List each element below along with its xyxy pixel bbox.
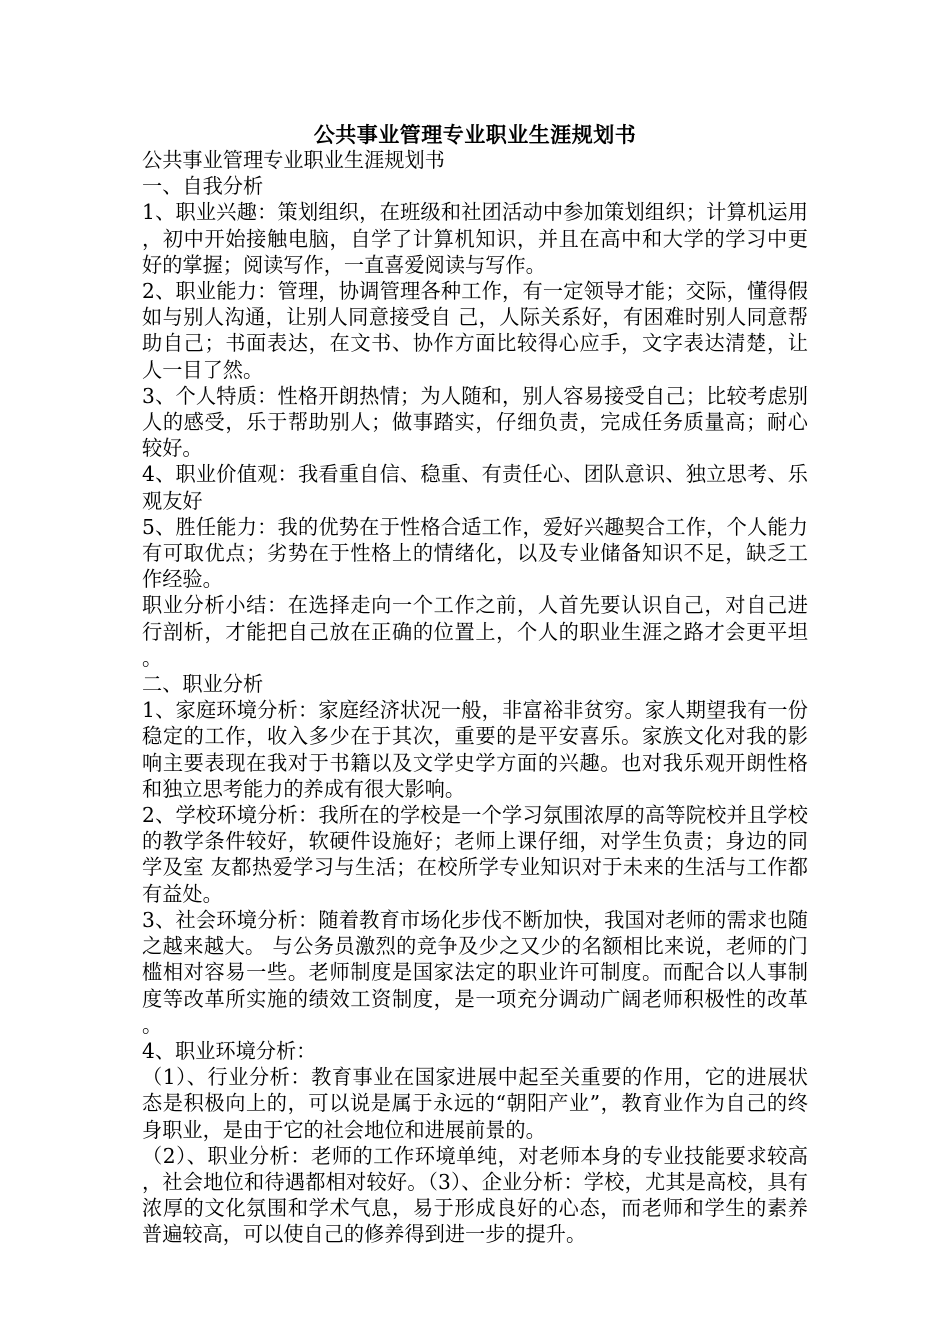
document-title: 公共事业管理专业职业生涯规划书 bbox=[313, 123, 637, 147]
document-body bbox=[142, 147, 808, 1248]
subtitle-line: 公共事业管理专业职业生涯规划书 bbox=[142, 148, 445, 172]
paragraph-career-ability: 2、职业能力：管理，协调管理各种工作，有一定领导才能；交际，懂得假如与别人沟通，让别人同意接受自 己，人际关系好，有困难时别人同意帮助自己；书面表达，在文书、协作方面比较得心应手，文字表达清楚，让人一目了然。 bbox=[142, 279, 808, 382]
paragraph-career-environment-heading: 4、职业环境分析： bbox=[142, 1038, 317, 1063]
paragraph-occupation-analysis: （2）、职业分析：老师的工作环境单纯，对老师本身的专业技能要求较高，社会地位和待遇都相对较好。（3）、企业分析：学校，尤其是高校，具有浓厚的文化氛围和学术气息，易于形成良好的心态，而老师和学生的素养普遍较高，可以使自己的修养得到进一步的提升。 bbox=[142, 1143, 808, 1247]
paragraph-family-environment: 1、家庭环境分析：家庭经济状况一般，非富裕非贫穷。家人期望我有一份稳定的工作，收入多少在于其次，重要的是平安喜乐。家族文化对我的影响主要表现在我对于书籍以及文学史学方面的兴趣。也对我乐观开朗性格和独立思考能力的养成有很大影响。 bbox=[142, 698, 808, 801]
section-heading-career-analysis: 二、职业分析 bbox=[142, 672, 264, 697]
paragraph-career-values: 4、职业价值观：我看重自信、稳重、有责任心、团队意识、独立思考、乐观友好 bbox=[142, 462, 808, 513]
paragraph-school-environment: 2、学校环境分析：我所在的学校是一个学习氛围浓厚的高等院校并且学校的教学条件较好，软硬件设施好；老师上课仔细，对学生负责；身边的同学及室 友都热爱学习与生活；在校所学专业知识对于未来的生活与工作都有益处。 bbox=[142, 803, 808, 906]
paragraph-career-interest: 1、职业兴趣：策划组织，在班级和社团活动中参加策划组织；计算机运用，初中开始接触电脑，自学了计算机知识，并且在高中和大学的学习中更好的掌握；阅读写作，一直喜爱阅读与写作。 bbox=[142, 200, 808, 277]
paragraph-industry-analysis: （1）、行业分析：教育事业在国家进展中起至关重要的作用，它的进展状态是积极向上的，可以说是属于永远的“朝阳产业”，教育业作为自己的终身职业，是由于它的社会地位和进展前景的。 bbox=[142, 1065, 808, 1142]
paragraph-competency: 5、胜任能力：我的优势在于性格合适工作，爱好兴趣契合工作，个人能力有可取优点；劣势在于性格上的情绪化，以及专业储备知识不足，缺乏工作经验。 bbox=[142, 514, 808, 592]
paragraph-social-environment: 3、社会环境分析：随着教育市场化步伐不断加快，我国对老师的需求也随之越来越大。 与公务员激烈的竞争及少之又少的名额相比来说，老师的门槛相对容易一些。老师制度是国家法定的职业许可制度。而配合以人事制度等改革所实施的绩效工资制度，是一项充分调动广阔老师积极性的改革。 bbox=[142, 907, 808, 1037]
paragraph-personal-traits: 3、个人特质：性格开朗热情；为人随和，别人容易接受自己；比较考虑别人的感受，乐于帮助别人；做事踏实，仔细负责，完成任务质量高；耐心较好。 bbox=[142, 383, 808, 461]
section-heading-self-analysis: 一、自我分析 bbox=[142, 174, 264, 199]
paragraph-analysis-summary: 职业分析小结：在选择走向一个工作之前，人首先要认识自己，对自己进行剖析，才能把自己放在正确的位置上，个人的职业生涯之路才会更平坦。 bbox=[142, 593, 808, 670]
